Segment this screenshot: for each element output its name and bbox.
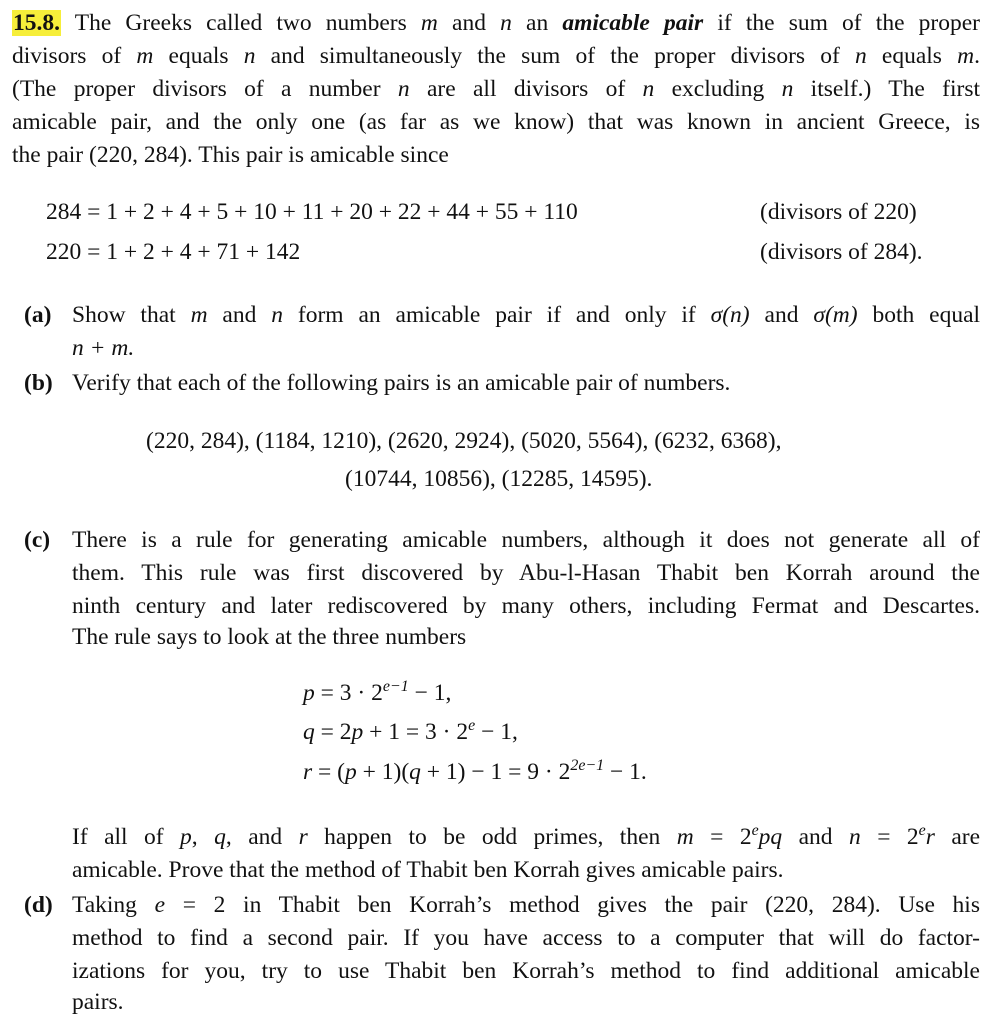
part-d-line-4: pairs. (72, 989, 124, 1015)
part-a-label: (a) (24, 302, 52, 328)
intro-line-4: amicable pair, and the only one (as far as we know) that was known in ancient Greece, is (12, 109, 980, 135)
equation-r: $r = (p + 1)(q + 1) - 1 = 9 \cdot 2^{2e-1} - 1$. (303, 757, 647, 785)
divisor-equation-284: 284 = 1 + 2 + 4 + 5 + 10 + 11 + 20 + 22 + 44 + 55 + 110 (46, 199, 578, 225)
part-c-line-2: them. This rule was first discovered by Abu-l-Hasan Thabit ben Korrah around the (72, 560, 980, 586)
part-c-followup-line-2: amicable. Prove that the method of Thabit ben Korrah gives amicable pairs. (72, 857, 784, 883)
part-d-label: (d) (24, 892, 53, 918)
part-c-followup-line-1: If all of p, q, and r happen to be odd primes, then $m = 2^epq$ and $n = 2^er$ are (72, 822, 981, 850)
equation-q: $q = 2p + 1 = 3 \cdot 2^e - 1$, (303, 717, 518, 745)
amicable-pair-term: amicable pair (562, 10, 704, 36)
part-d-line-3: izations for you, try to use Thabit ben Korrah’s method to find additional amicable (72, 958, 980, 984)
part-b-text: Verify that each of the following pairs is an amicable pair of numbers. (72, 370, 731, 396)
part-c-line-4: The rule says to look at the three numbers (72, 624, 467, 650)
intro-line-3: (The proper divisors of a number n are all divisors of n excluding n itself.) The first (12, 76, 980, 102)
problem-number: 15.8. (13, 10, 60, 36)
part-c-label: (c) (24, 527, 51, 553)
intro-line-1: 15.8. The Greeks called two numbers m and n an amicable pair if the sum of the proper (13, 10, 980, 36)
part-d-line-2: method to find a second pair. If you have access to a computer that will do factor- (72, 925, 980, 951)
amicable-pairs-line-1: (220, 284), (1184, 1210), (2620, 2924), (5020, 5564), (6232, 6368), (146, 428, 782, 454)
divisor-note-220: (divisors of 220) (760, 199, 917, 225)
intro-line-2: divisors of m equals n and simultaneously the sum of the proper divisors of n equals m. (12, 43, 980, 69)
equation-p: $p = 3 \cdot 2^{e-1} - 1$, (303, 678, 452, 706)
divisor-equation-220: 220 = 1 + 2 + 4 + 71 + 142 (46, 239, 301, 265)
part-a-line-2: n + m. (72, 335, 135, 361)
part-a-line-1: Show that m and n form an amicable pair if and only if σ(n) and σ(m) both equal (72, 302, 981, 328)
divisor-note-284: (divisors of 284). (760, 239, 923, 265)
part-c-line-3: ninth century and later rediscovered by many others, including Fermat and Descartes. (72, 593, 980, 619)
part-b-label: (b) (24, 370, 53, 396)
part-c-line-1: There is a rule for generating amicable numbers, although it does not generate all of (72, 527, 980, 553)
intro-line-5: the pair (220, 284). This pair is amicable since (12, 142, 449, 168)
amicable-pairs-line-2: (10744, 10856), (12285, 14595). (345, 466, 653, 492)
part-d-line-1: Taking e = 2 in Thabit ben Korrah’s method gives the pair (220, 284). Use his (72, 892, 980, 918)
